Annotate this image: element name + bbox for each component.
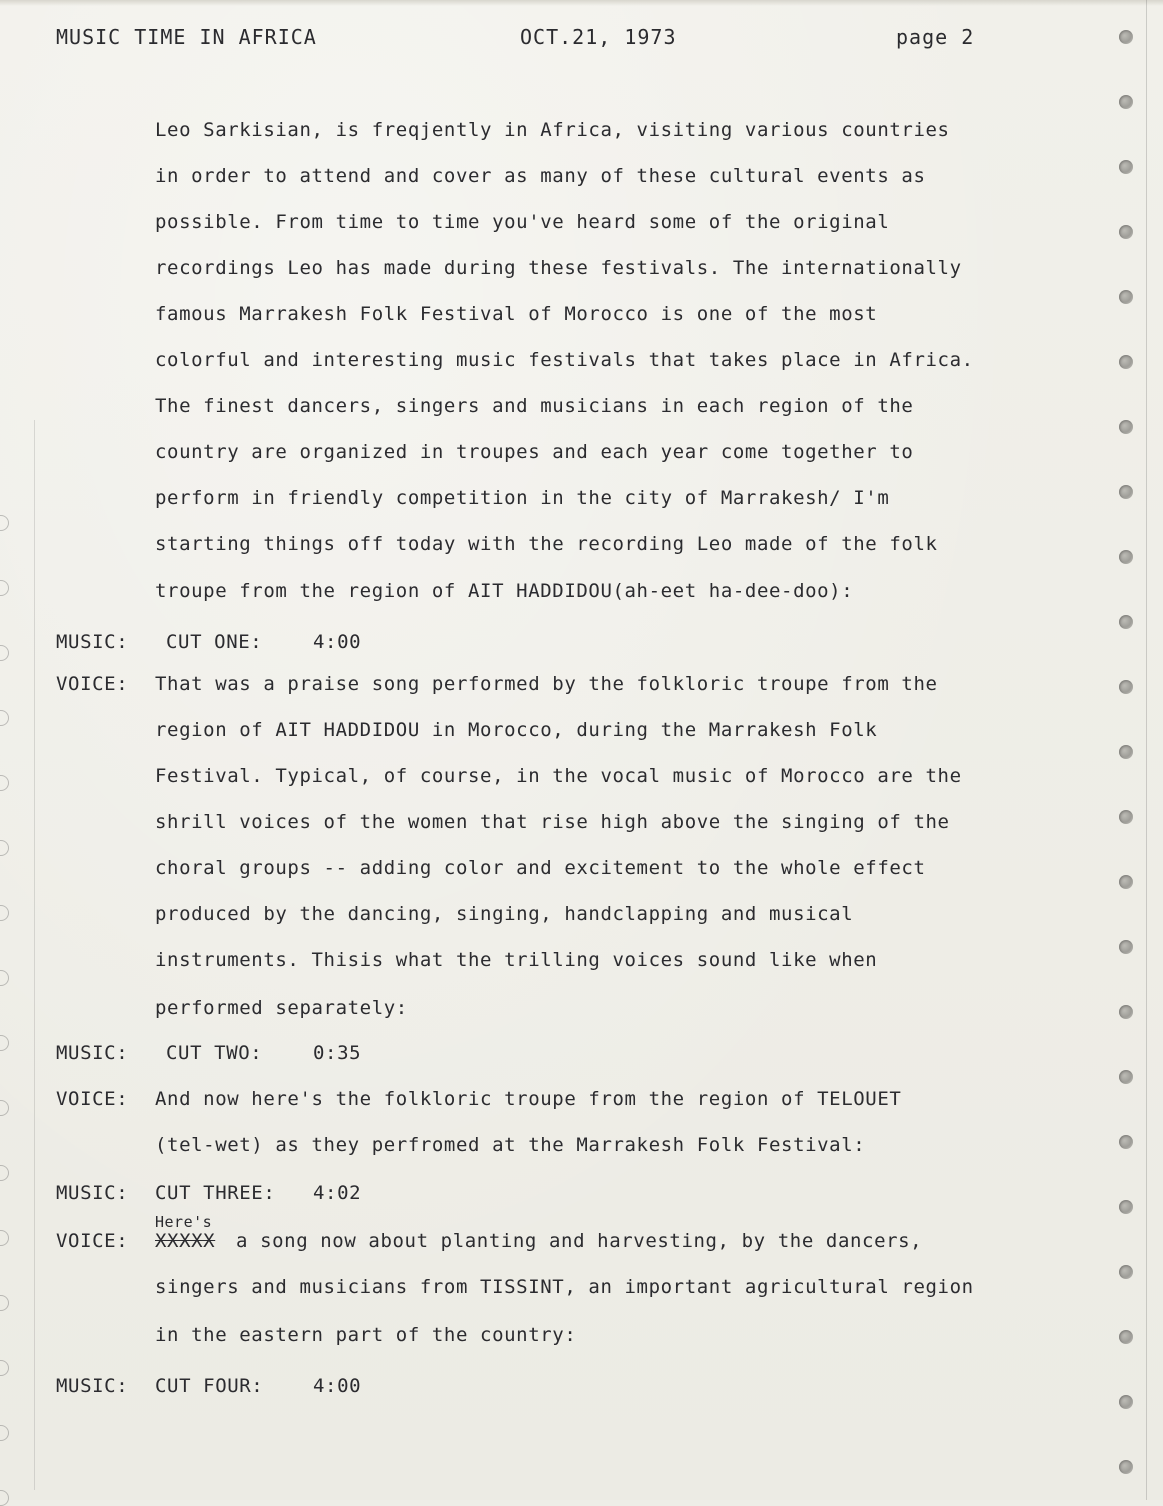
intro-line: famous Marrakesh Folk Festival of Morocco is one of the most	[155, 303, 878, 325]
struck-out-word: XXXXX	[155, 1230, 216, 1252]
voice-line: in the eastern part of the country:	[155, 1324, 577, 1346]
feed-hole	[1119, 875, 1133, 889]
voice-line: region of AIT HADDIDOU in Morocco, during the Marrakesh Folk	[155, 719, 878, 741]
perforation-mark	[0, 1490, 9, 1506]
feed-hole	[1119, 1395, 1133, 1409]
paper-top-edge	[0, 0, 1163, 6]
cue-cut-name: CUT FOUR:	[155, 1375, 264, 1397]
intro-line: recordings Leo has made during these festivals. The internationally	[155, 257, 962, 279]
intro-line: perform in friendly competition in the city of Marrakesh/ I'm	[155, 487, 890, 509]
feed-hole	[1119, 550, 1133, 564]
cue-music-label: MUSIC:	[56, 1042, 129, 1064]
page-number: page 2	[896, 25, 975, 49]
feed-hole	[1119, 1330, 1133, 1344]
voice-line: shrill voices of the women that rise high above the singing of the	[155, 811, 950, 833]
voice-line: (tel-wet) as they perfromed at the Marrakesh Folk Festival:	[155, 1134, 866, 1156]
voice-line: choral groups -- adding color and excitement to the whole effect	[155, 857, 926, 879]
cue-duration: 0:35	[313, 1042, 362, 1064]
perforation-mark	[0, 1035, 9, 1051]
voice-line: produced by the dancing, singing, handclapping and musical	[155, 903, 854, 925]
feed-hole	[1119, 615, 1133, 629]
feed-hole	[1119, 745, 1133, 759]
feed-hole	[1119, 1070, 1133, 1084]
perforation-mark	[0, 840, 9, 856]
feed-hole	[1119, 810, 1133, 824]
cue-cut-name: CUT THREE:	[155, 1182, 276, 1204]
feed-hole	[1119, 940, 1133, 954]
perforation-mark	[0, 1165, 9, 1181]
perforation-mark	[0, 775, 9, 791]
feed-hole	[1119, 1460, 1133, 1474]
cue-music-label: MUSIC:	[56, 631, 129, 653]
voice-line: And now here's the folkloric troupe from the region of TELOUET	[155, 1088, 902, 1110]
cue-cut-name: CUT ONE:	[166, 631, 263, 653]
voice-line: Festival. Typical, of course, in the vocal music of Morocco are the	[155, 765, 962, 787]
feed-hole	[1119, 1135, 1133, 1149]
perforation-mark	[0, 905, 9, 921]
intro-line: starting things off today with the recording Leo made of the folk	[155, 533, 938, 555]
intro-line: The finest dancers, singers and musicians in each region of the	[155, 395, 914, 417]
perforation-mark	[0, 1295, 9, 1311]
cue-duration: 4:00	[313, 1375, 362, 1397]
program-title: MUSIC TIME IN AFRICA	[56, 25, 317, 49]
perforation-mark	[0, 645, 9, 661]
right-margin-rule	[1146, 0, 1147, 1500]
feed-hole	[1119, 160, 1133, 174]
perforation-mark	[0, 1425, 9, 1441]
feed-hole	[1119, 30, 1133, 44]
intro-line: troupe from the region of AIT HADDIDOU(ah-eet ha-dee-doo):	[155, 580, 854, 602]
cue-voice-label: VOICE:	[56, 1230, 129, 1252]
feed-hole	[1119, 355, 1133, 369]
intro-line: country are organized in troupes and each year come together to	[155, 441, 914, 463]
cue-music-label: MUSIC:	[56, 1182, 129, 1204]
voice-line: instruments. Thisis what the trilling voices sound like when	[155, 949, 878, 971]
intro-line: Leo Sarkisian, is freqjently in Africa, visiting various countries	[155, 119, 950, 141]
intro-line: in order to attend and cover as many of these cultural events as	[155, 165, 926, 187]
left-margin-rule	[34, 420, 35, 1490]
perforation-mark	[0, 1360, 9, 1376]
feed-hole	[1119, 680, 1133, 694]
voice-line: That was a praise song performed by the folkloric troupe from the	[155, 673, 938, 695]
perforation-mark	[0, 970, 9, 986]
cue-duration: 4:00	[313, 631, 362, 653]
intro-line: colorful and interesting music festivals that takes place in Africa.	[155, 349, 974, 371]
script-date: OCT.21, 1973	[520, 25, 677, 49]
feed-hole	[1119, 225, 1133, 239]
cue-duration: 4:02	[313, 1182, 362, 1204]
voice-line: a song now about planting and harvesting, by the dancers,	[236, 1230, 923, 1252]
handwritten-insert: Here's	[155, 1213, 213, 1231]
cue-voice-label: VOICE:	[56, 1088, 129, 1110]
cue-music-label: MUSIC:	[56, 1375, 129, 1397]
feed-hole	[1119, 1265, 1133, 1279]
perforation-mark	[0, 1230, 9, 1246]
voice-line: performed separately:	[155, 997, 408, 1019]
feed-hole	[1119, 485, 1133, 499]
perforation-mark	[0, 515, 9, 531]
feed-hole	[1119, 1005, 1133, 1019]
cue-cut-name: CUT TWO:	[166, 1042, 263, 1064]
cue-voice-label: VOICE:	[56, 673, 129, 695]
feed-hole	[1119, 420, 1133, 434]
intro-line: possible. From time to time you've heard some of the original	[155, 211, 890, 233]
perforation-mark	[0, 580, 9, 596]
perforation-mark	[0, 710, 9, 726]
feed-hole	[1119, 290, 1133, 304]
feed-hole	[1119, 1200, 1133, 1214]
perforation-mark	[0, 1100, 9, 1116]
voice-line: singers and musicians from TISSINT, an important agricultural region	[155, 1276, 974, 1298]
feed-hole	[1119, 95, 1133, 109]
